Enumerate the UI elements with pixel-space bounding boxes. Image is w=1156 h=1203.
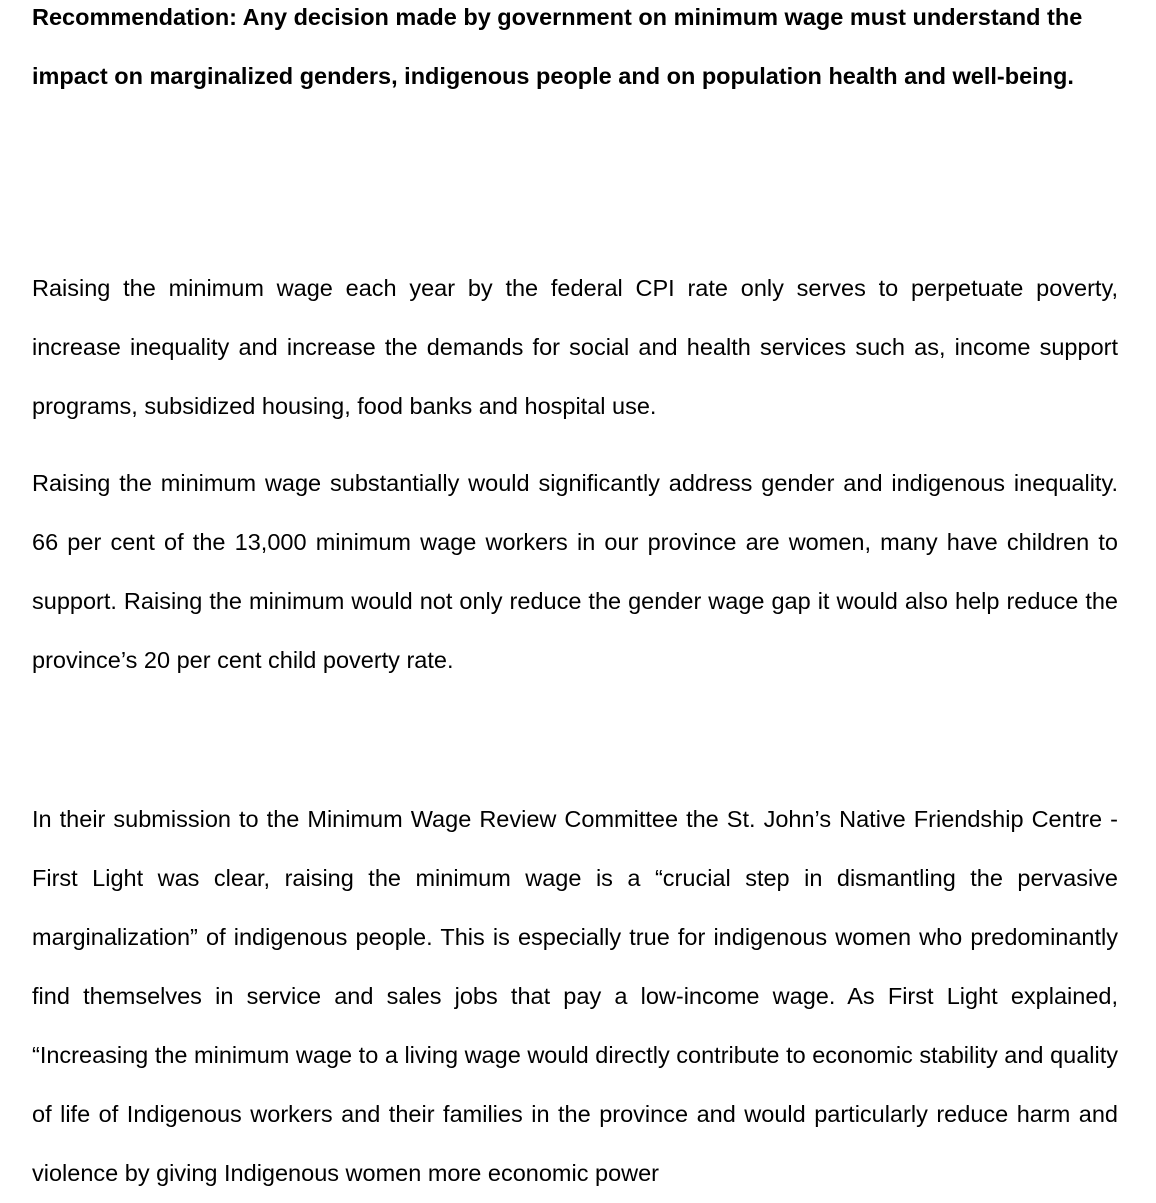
paragraph-gender-inequality: Raising the minimum wage substantially would significantly address gender and indigenous inequality. 66 per cent of the 13,000 minimum wage workers in our province are women, many have children to support. Raising the minimum would not only reduce the gender wage gap it would also help reduce the province’s 20 per cent child poverty rate. [32, 470, 1118, 673]
recommendation-heading: Recommendation: Any decision made by government on minimum wage must understand the impact on marginalized genders, indigenous people and on population health and well-being. [32, 4, 1083, 89]
paragraph-first-light: In their submission to the Minimum Wage Review Committee the St. John’s Native Friendship Centre -First Light was clear, raising the minimum wage is a “crucial step in dismantling the pervasive marginalization” of indigenous people. This is especially true for indigenous women who predominantly find themselves in service and sales jobs that pay a low-income wage. As First Light explained, “Increasing the minimum wage to a living wage would directly contribute to economic stability and quality of life of Indigenous workers and their families in the province and would particularly reduce harm and violence by giving Indigenous women more economic power [32, 806, 1118, 1186]
paragraph-cpi: Raising the minimum wage each year by the federal CPI rate only serves to perpetuate poverty, increase inequality and increase the demands for social and health services such as, income support programs, subsidized housing, food banks and hospital use. [32, 275, 1118, 419]
